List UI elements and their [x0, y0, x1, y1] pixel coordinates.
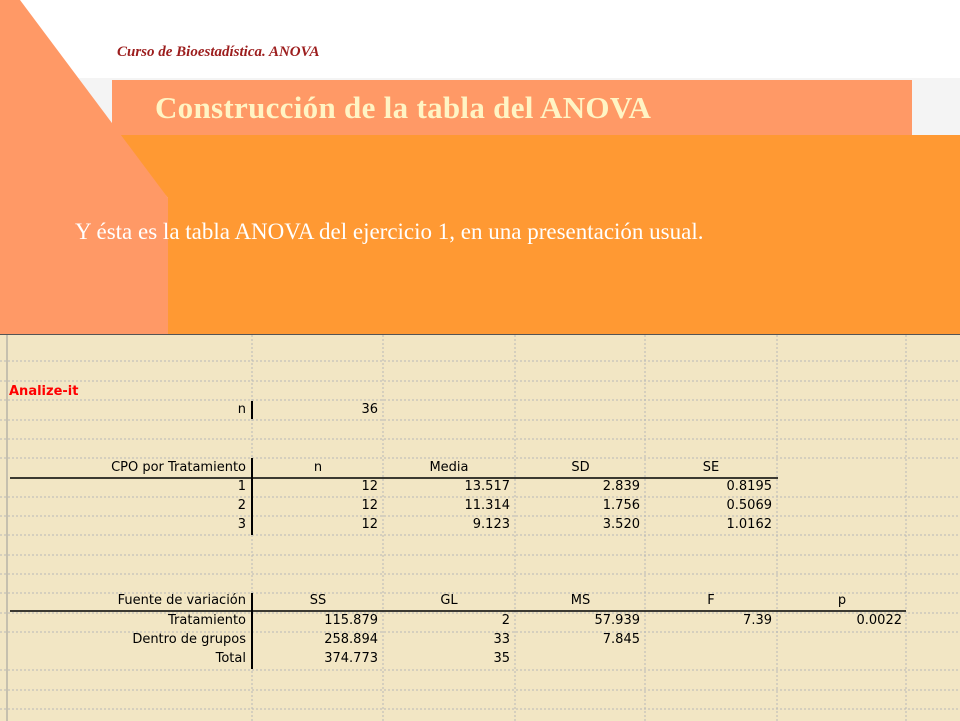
anova-header-ss: SS — [309, 593, 327, 608]
course-subtitle: Curso de Bioestadística. ANOVA — [117, 44, 320, 60]
n-value: 36 — [361, 402, 378, 417]
anova-header-source: Fuente de variación — [117, 593, 246, 608]
group-header-sd: SD — [571, 460, 590, 475]
group-row-2-n: 12 — [361, 498, 378, 513]
page-title: Construcción de la tabla del ANOVA — [155, 90, 652, 125]
group-header-n: n — [313, 460, 323, 475]
n-label: n — [237, 402, 246, 417]
group-row-2-label: 2 — [237, 498, 246, 513]
anova-row-1-f: 7.39 — [743, 613, 772, 628]
group-row-1-sd: 2.839 — [602, 479, 640, 494]
spreadsheet — [0, 334, 960, 721]
brand-label: Analize-it — [9, 384, 79, 399]
anova-row-2-ms: 7.845 — [602, 632, 640, 647]
anova-row-1-p: 0.0022 — [856, 613, 902, 628]
anova-row-1-ms: 57.939 — [594, 613, 640, 628]
group-row-3-n: 12 — [361, 517, 378, 532]
anova-row-1-ss: 115.879 — [324, 613, 378, 628]
anova-header-p: p — [837, 593, 847, 608]
anova-row-1-gl: 2 — [501, 613, 510, 628]
anova-row-2-source: Dentro de grupos — [132, 632, 246, 647]
anova-row-3-source: Total — [215, 651, 246, 666]
anova-row-2-gl: 33 — [493, 632, 510, 647]
anova-header-f: F — [707, 593, 715, 608]
anova-row-2-ss: 258.894 — [324, 632, 378, 647]
anova-row-3-ss: 374.773 — [324, 651, 378, 666]
anova-header-ms: MS — [570, 593, 591, 608]
anova-row-1-source: Tratamiento — [168, 613, 246, 628]
group-row-1-n: 12 — [361, 479, 378, 494]
group-row-1-media: 13.517 — [464, 479, 510, 494]
group-row-2-se: 0.5069 — [726, 498, 772, 513]
group-row-1-se: 0.8195 — [726, 479, 772, 494]
group-row-3-se: 1.0162 — [726, 517, 772, 532]
group-row-3-media: 9.123 — [472, 517, 510, 532]
group-header-media: Media — [429, 460, 469, 475]
body-text: Y ésta es la tabla ANOVA del ejercicio 1, en una presentación usual. — [75, 219, 704, 244]
group-row-2-media: 11.314 — [464, 498, 510, 513]
group-row-3-label: 3 — [237, 517, 246, 532]
anova-header-gl: GL — [440, 593, 458, 608]
group-row-3-sd: 3.520 — [602, 517, 640, 532]
group-header-se: SE — [702, 460, 720, 475]
group-row-2-sd: 1.756 — [602, 498, 640, 513]
group-header-label: CPO por Tratamiento — [111, 460, 246, 475]
group-row-1-label: 1 — [237, 479, 246, 494]
anova-row-3-gl: 35 — [493, 651, 510, 666]
